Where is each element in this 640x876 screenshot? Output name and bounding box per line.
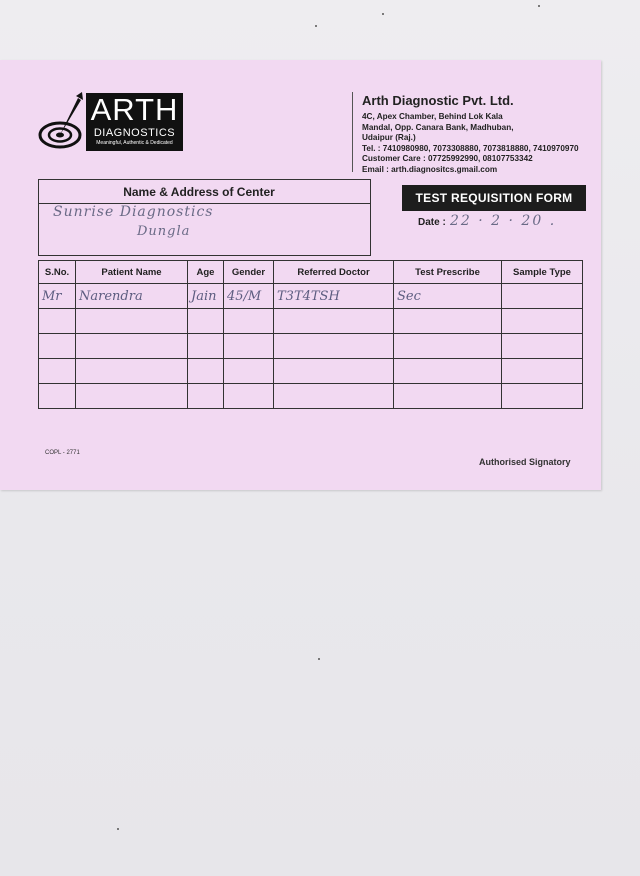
header-patient-name: Patient Name <box>76 261 188 284</box>
table-cell <box>394 359 502 384</box>
company-customer-care: Customer Care : 07725992990, 08107753342 <box>362 154 533 163</box>
header-test-prescribe: Test Prescribe <box>394 261 502 284</box>
header-sno: S.No. <box>39 261 76 284</box>
table-cell <box>502 359 583 384</box>
table-cell <box>76 384 188 409</box>
table-header-row <box>39 261 583 284</box>
table-cell: Narendra <box>76 284 188 309</box>
address-line-2: Mandal, Opp. Canara Bank, Madhuban, <box>362 122 514 132</box>
table-cell: 45/M <box>224 284 274 309</box>
table-cell <box>274 309 394 334</box>
table-row <box>39 334 583 359</box>
table-cell <box>224 334 274 359</box>
table-cell <box>39 384 76 409</box>
table-cell <box>274 334 394 359</box>
logo-sub-text: DIAGNOSTICS <box>93 127 176 139</box>
table-cell <box>76 334 188 359</box>
address-line-3: Udaipur (Raj.) <box>362 133 416 142</box>
table-row <box>39 359 583 384</box>
logo-tagline: Meaningful, Authentic & Dedicated <box>96 140 173 146</box>
company-name: Arth Diagnostic Pvt. Ltd. <box>362 93 514 108</box>
company-phone: Tel. : 7410980980, 7073308880, 7073818880, 7410970970 <box>362 143 579 153</box>
table-cell <box>502 384 583 409</box>
scan-speck <box>315 25 317 27</box>
table-cell: Jain <box>188 284 224 309</box>
table-cell <box>224 359 274 384</box>
date-handwritten: 22 · 2 · 20 . <box>450 213 557 229</box>
scan-speck <box>318 658 320 660</box>
table-cell <box>188 334 224 359</box>
table-cell <box>188 309 224 334</box>
address-line-1: 4C, Apex Chamber, Behind Lok Kala <box>362 112 503 121</box>
header-divider <box>352 92 353 172</box>
table-cell <box>188 359 224 384</box>
table-cell <box>39 359 76 384</box>
scan-speck <box>538 5 540 7</box>
table-cell <box>224 384 274 409</box>
table-cell <box>76 309 188 334</box>
table-cell <box>394 309 502 334</box>
table-cell <box>39 334 76 359</box>
table-cell <box>274 384 394 409</box>
date-label: Date : <box>418 217 446 228</box>
form-code: COPL - 2771 <box>45 450 80 456</box>
center-name-handwritten: Sunrise Diagnostics <box>53 204 214 220</box>
table-cell: Mr <box>39 284 76 309</box>
scan-speck <box>382 13 384 15</box>
form-title: TEST REQUISITION FORM <box>402 185 586 211</box>
authorised-signatory-label: Authorised Signatory <box>479 457 571 467</box>
table-cell <box>394 334 502 359</box>
table-cell <box>188 384 224 409</box>
logo-brand-text: ARTH <box>90 92 179 127</box>
table-cell <box>39 309 76 334</box>
table-cell <box>76 359 188 384</box>
company-info <box>362 93 594 175</box>
table-cell <box>502 334 583 359</box>
patient-table <box>38 260 583 409</box>
center-box-title: Name & Address of Center <box>123 185 275 199</box>
table-cell <box>502 284 583 309</box>
center-place-handwritten: Dungla <box>137 224 191 239</box>
table-cell <box>224 309 274 334</box>
table-cell <box>274 359 394 384</box>
company-email: Email : arth.diagnositcs.gmail.com <box>362 164 498 174</box>
table-row <box>39 384 583 409</box>
logo-wordmark <box>86 93 183 151</box>
center-address-box <box>38 179 371 256</box>
header-sample-type: Sample Type <box>502 261 583 284</box>
table-cell <box>502 309 583 334</box>
header-age: Age <box>188 261 224 284</box>
table-cell: Sec <box>394 284 502 309</box>
header-gender: Gender <box>224 261 274 284</box>
table-cell <box>394 384 502 409</box>
table-row <box>39 284 583 309</box>
header-referred-doctor: Referred Doctor <box>274 261 394 284</box>
scan-speck <box>117 828 119 830</box>
table-cell: T3T4TSH <box>274 284 394 309</box>
table-row <box>39 309 583 334</box>
